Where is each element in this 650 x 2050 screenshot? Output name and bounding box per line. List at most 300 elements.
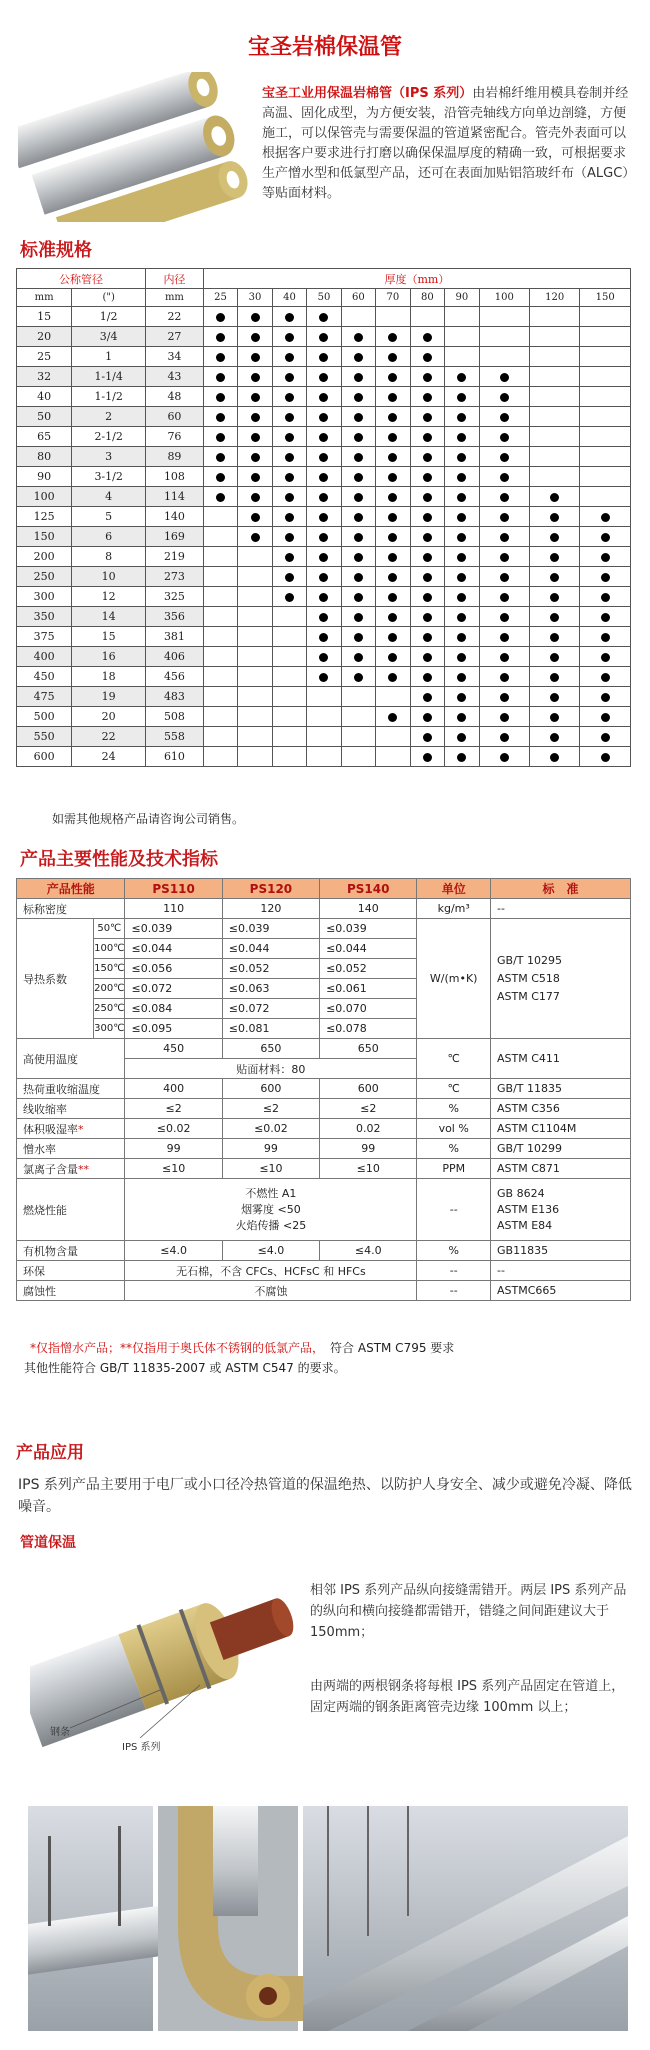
spec-cell [580,667,631,687]
spec-cell [341,307,375,327]
available-dot-icon [500,513,509,522]
spec-mm: 375 [17,627,72,647]
spec-mm: 25 [17,347,72,367]
load-label: 热荷重收缩温度 [23,1082,100,1096]
available-dot-icon [354,393,363,402]
thickness-25: 25 [203,289,237,307]
spec-cell [410,507,444,527]
available-dot-icon [319,313,328,322]
spec-cell [272,627,306,647]
spec-cell [341,527,375,547]
available-dot-icon [500,553,509,562]
corr-unit: -- [417,1281,491,1301]
available-dot-icon [550,613,559,622]
perf-heading: 产品主要性能及技术指标 [20,849,218,870]
load-value: 600 [320,1079,417,1099]
load-unit: ℃ [417,1079,491,1099]
water-label: 憎水率 [23,1142,56,1156]
available-dot-icon [550,633,559,642]
spec-cell [580,387,631,407]
available-dot-icon [601,633,610,642]
spec-cell [530,707,580,727]
available-dot-icon [601,513,610,522]
water-unit: % [417,1139,491,1159]
spec-cell [272,687,306,707]
spec-mm: 600 [17,747,72,767]
spec-cell [341,347,375,367]
load-label-cell [17,1079,125,1099]
spec-inch: 2-1/2 [72,427,146,447]
perf-h4: 单位 [417,879,491,899]
spec-cell [376,647,410,667]
spec-row [17,407,631,427]
spec-row [17,707,631,727]
conductivity-temp: 150℃ [94,959,125,979]
available-dot-icon [319,613,328,622]
available-dot-icon [457,533,466,542]
spec-inch: 20 [72,707,146,727]
conductivity-temp: 100℃ [94,939,125,959]
spec-cell [376,367,410,387]
density-unit: kg/m³ [417,899,491,919]
spec-cell [307,407,341,427]
spec-row [17,487,631,507]
available-dot-icon [319,513,328,522]
available-dot-icon [423,753,432,762]
spec-cell [272,547,306,567]
spec-inch: 1 [72,347,146,367]
maxtemp-120: 650 [222,1039,319,1059]
spec-cell [203,687,237,707]
spec-cell [272,487,306,507]
spec-cell [307,307,341,327]
col-nominal: 公称管径 [17,269,146,289]
spec-cell [530,647,580,667]
col-inner: 内径 [146,269,204,289]
available-dot-icon [285,333,294,342]
spec-cell [410,327,444,347]
available-dot-icon [550,653,559,662]
spec-cell [376,427,410,447]
spec-cell [238,627,272,647]
conductivity-temp: 250℃ [94,999,125,1019]
spec-row [17,347,631,367]
env-std: -- [491,1261,631,1281]
spec-inch: 3-1/2 [72,467,146,487]
spec-cell [238,587,272,607]
note-low-chloride: **仅指用于奥氏体不锈钢的低氯产品， [120,1341,319,1355]
fire-value-2: 烟雾度 <50 [241,1202,301,1216]
spec-cell [479,567,529,587]
pipe-text-2: 由两端的两根钢条将每根 IPS 系列产品固定在管道上，固定两端的钢条距离管壳边缘 100mm 以上； [310,1679,625,1715]
available-dot-icon [423,693,432,702]
fire-std-3: ASTM E84 [497,1218,553,1232]
unit-mm: mm [17,289,72,307]
conductivity-std-item: ASTM C518 [497,971,560,985]
spec-mm: 450 [17,667,72,687]
spec-inch: 1-1/4 [72,367,146,387]
available-dot-icon [500,693,509,702]
available-dot-icon [354,333,363,342]
spec-cell [376,387,410,407]
spec-cell [445,707,479,727]
spec-cell [203,727,237,747]
available-dot-icon [354,633,363,642]
available-dot-icon [354,553,363,562]
available-dot-icon [354,493,363,502]
spec-cell [203,327,237,347]
spec-cell [580,547,631,567]
spec-cell [376,747,410,767]
spec-row [17,427,631,447]
spec-mm: 65 [17,427,72,447]
spec-cell [530,307,580,327]
col-thickness: 厚度（mm） [203,269,630,289]
available-dot-icon [388,473,397,482]
spec-cell [307,747,341,767]
spec-inch: 1-1/2 [72,387,146,407]
conductivity-value: ≤0.044 [125,939,222,959]
spec-inch: 4 [72,487,146,507]
available-dot-icon [388,393,397,402]
spec-cell [530,347,580,367]
spec-cell [341,647,375,667]
spec-cell [445,487,479,507]
spec-cell [307,427,341,447]
spec-cell [307,687,341,707]
available-dot-icon [388,653,397,662]
available-dot-icon [500,673,509,682]
spec-cell [238,547,272,567]
available-dot-icon [354,373,363,382]
org-140: ≤4.0 [320,1241,417,1261]
spec-cell [410,467,444,487]
available-dot-icon [423,413,432,422]
available-dot-icon [457,573,466,582]
spec-cell [238,667,272,687]
available-dot-icon [457,513,466,522]
available-dot-icon [285,393,294,402]
spec-cell [479,307,529,327]
spec-inch: 10 [72,567,146,587]
conductivity-value: ≤0.044 [222,939,319,959]
spec-cell [479,687,529,707]
available-dot-icon [251,513,260,522]
spec-cell [238,487,272,507]
spec-cell [203,627,237,647]
spec-cell [203,307,237,327]
note-other: 其他性能符合 GB/T 11835-2007 或 ASTM C547 的要求。 [24,1361,346,1375]
spec-cell [376,527,410,547]
moist-label-cell [17,1119,125,1139]
available-dot-icon [251,313,260,322]
chlor-footnote-mark: ** [78,1162,89,1176]
spec-cell [530,727,580,747]
available-dot-icon [319,433,328,442]
spec-row [17,327,631,347]
water-value: 99 [125,1139,222,1159]
thickness-70: 70 [376,289,410,307]
spec-cell [479,747,529,767]
available-dot-icon [423,733,432,742]
spec-cell [272,707,306,727]
env-value: 无石棉，不含 CFCs、HCFsC 和 HFCs [125,1261,417,1281]
available-dot-icon [216,373,225,382]
spec-cell [272,507,306,527]
spec-cell [445,527,479,547]
available-dot-icon [354,533,363,542]
spec-cell [410,647,444,667]
available-dot-icon [457,453,466,462]
available-dot-icon [601,593,610,602]
spec-cell [410,627,444,647]
spec-cell [580,707,631,727]
spec-cell [203,567,237,587]
available-dot-icon [354,573,363,582]
available-dot-icon [216,473,225,482]
spec-cell [410,387,444,407]
spec-cell [530,747,580,767]
spec-cell [307,607,341,627]
intro-body: 由岩棉纤维用模具卷制并经高温、固化成型，为方便安装，沿管壳轴线方向单边剖缝，方便施工，可以保管壳与需要保温的管道紧密配合。管壳外表面可以根据客户要求进行打磨以确保保温厚度的精确一致，可根据要求生产憎水型和低氯型产品，还可在表面加贴铝箔玻纤布（ALGC）等贴面材料。 [262,86,636,201]
spec-cell [341,467,375,487]
spec-cell [238,467,272,487]
spec-cell [203,487,237,507]
spec-cell [238,447,272,467]
chlor-value: ≤10 [222,1159,319,1179]
available-dot-icon [388,573,397,582]
spec-mm: 100 [17,487,72,507]
spec-cell [479,327,529,347]
label-steel-wire: 钢条 [50,1727,70,1738]
spec-mm: 250 [17,567,72,587]
spec-cell [272,647,306,667]
spec-cell [410,687,444,707]
spec-cell [307,507,341,527]
spec-cell [410,727,444,747]
spec-cell [203,587,237,607]
spec-cell [445,667,479,687]
spec-cell [479,367,529,387]
spec-cell [341,567,375,587]
spec-cell [341,667,375,687]
available-dot-icon [388,673,397,682]
spec-cell [341,587,375,607]
spec-cell [530,687,580,707]
spec-heading: 标准规格 [20,240,92,261]
perf-h5: 标 准 [491,879,631,899]
spec-inner: 108 [146,467,204,487]
conductivity-temp: 50℃ [94,919,125,939]
moist-value: ≤0.02 [222,1119,319,1139]
spec-cell [410,747,444,767]
maxtemp-110: 450 [125,1039,222,1059]
spec-cell [376,707,410,727]
spec-cell [307,367,341,387]
spec-mm: 20 [17,327,72,347]
spec-cell [376,587,410,607]
spec-row [17,667,631,687]
available-dot-icon [500,753,509,762]
spec-cell [479,467,529,487]
available-dot-icon [319,673,328,682]
moist-footnote-mark: * [78,1122,84,1136]
perf-h3: PS140 [320,879,417,899]
spec-cell [479,407,529,427]
spec-cell [410,667,444,687]
org-std: GB11835 [491,1241,631,1261]
conductivity-value: ≤0.095 [125,1019,222,1039]
spec-cell [238,707,272,727]
org-120: ≤4.0 [222,1241,319,1261]
spec-inch: 8 [72,547,146,567]
spec-cell [530,627,580,647]
available-dot-icon [285,433,294,442]
spec-cell [580,347,631,367]
available-dot-icon [500,533,509,542]
available-dot-icon [550,553,559,562]
available-dot-icon [423,393,432,402]
intro-text [262,84,637,204]
unit-inch: (") [72,289,146,307]
spec-cell [376,327,410,347]
available-dot-icon [251,473,260,482]
available-dot-icon [423,513,432,522]
spec-cell [410,447,444,467]
spec-cell [580,567,631,587]
spec-inner: 140 [146,507,204,527]
spec-inch: 12 [72,587,146,607]
spec-cell [203,747,237,767]
fire-unit: -- [417,1179,491,1241]
spec-cell [410,347,444,367]
spec-row [17,527,631,547]
spec-cell [580,447,631,467]
spec-mm: 80 [17,447,72,467]
spec-inner: 89 [146,447,204,467]
spec-row [17,647,631,667]
available-dot-icon [251,393,260,402]
available-dot-icon [388,613,397,622]
available-dot-icon [550,513,559,522]
available-dot-icon [354,353,363,362]
spec-cell [238,307,272,327]
available-dot-icon [423,453,432,462]
spec-cell [238,727,272,747]
spec-cell [272,427,306,447]
conductivity-std-item: GB/T 10295 [497,953,563,967]
available-dot-icon [285,573,294,582]
maxtemp-label: 高使用温度 [17,1039,125,1079]
spec-cell [376,687,410,707]
spec-cell [307,727,341,747]
spec-cell [341,427,375,447]
spec-cell [479,707,529,727]
spec-cell [580,627,631,647]
spec-inner: 273 [146,567,204,587]
thickness-40: 40 [272,289,306,307]
perf-table [16,878,631,1301]
available-dot-icon [251,453,260,462]
spec-cell [479,587,529,607]
spec-cell [272,307,306,327]
spec-mm: 550 [17,727,72,747]
available-dot-icon [319,333,328,342]
available-dot-icon [354,613,363,622]
available-dot-icon [388,713,397,722]
spec-mm: 32 [17,367,72,387]
spec-row [17,687,631,707]
shrink-value: ≤2 [125,1099,222,1119]
spec-mm: 500 [17,707,72,727]
fire-label: 燃烧性能 [17,1179,125,1241]
spec-cell [238,427,272,447]
spec-cell [238,327,272,347]
corr-std: ASTMC665 [491,1281,631,1301]
spec-cell [479,507,529,527]
available-dot-icon [457,493,466,502]
spec-cell [580,607,631,627]
spec-cell [203,347,237,367]
available-dot-icon [457,433,466,442]
spec-cell [580,527,631,547]
spec-inner: 381 [146,627,204,647]
available-dot-icon [285,513,294,522]
spec-cell [238,567,272,587]
spec-cell [307,627,341,647]
available-dot-icon [500,573,509,582]
spec-cell [341,547,375,567]
spec-row [17,547,631,567]
available-dot-icon [354,513,363,522]
corr-label: 腐蚀性 [17,1281,125,1301]
spec-cell [580,647,631,667]
available-dot-icon [550,533,559,542]
spec-cell [580,687,631,707]
moist-value: ≤0.02 [125,1119,222,1139]
available-dot-icon [601,753,610,762]
spec-cell [479,667,529,687]
spec-cell [238,687,272,707]
perf-h0: 产品性能 [17,879,125,899]
available-dot-icon [319,453,328,462]
available-dot-icon [500,413,509,422]
spec-cell [445,607,479,627]
spec-cell [580,407,631,427]
spec-cell [580,307,631,327]
available-dot-icon [601,713,610,722]
thickness-50: 50 [307,289,341,307]
available-dot-icon [457,673,466,682]
spec-cell [341,447,375,467]
spec-inner: 356 [146,607,204,627]
spec-inner: 483 [146,687,204,707]
available-dot-icon [354,653,363,662]
available-dot-icon [388,593,397,602]
available-dot-icon [285,353,294,362]
spec-cell [410,427,444,447]
available-dot-icon [216,493,225,502]
spec-cell [445,407,479,427]
spec-mm: 15 [17,307,72,327]
available-dot-icon [457,653,466,662]
spec-cell [203,507,237,527]
available-dot-icon [251,433,260,442]
available-dot-icon [285,313,294,322]
fire-std [491,1179,631,1241]
spec-cell [238,527,272,547]
available-dot-icon [388,513,397,522]
